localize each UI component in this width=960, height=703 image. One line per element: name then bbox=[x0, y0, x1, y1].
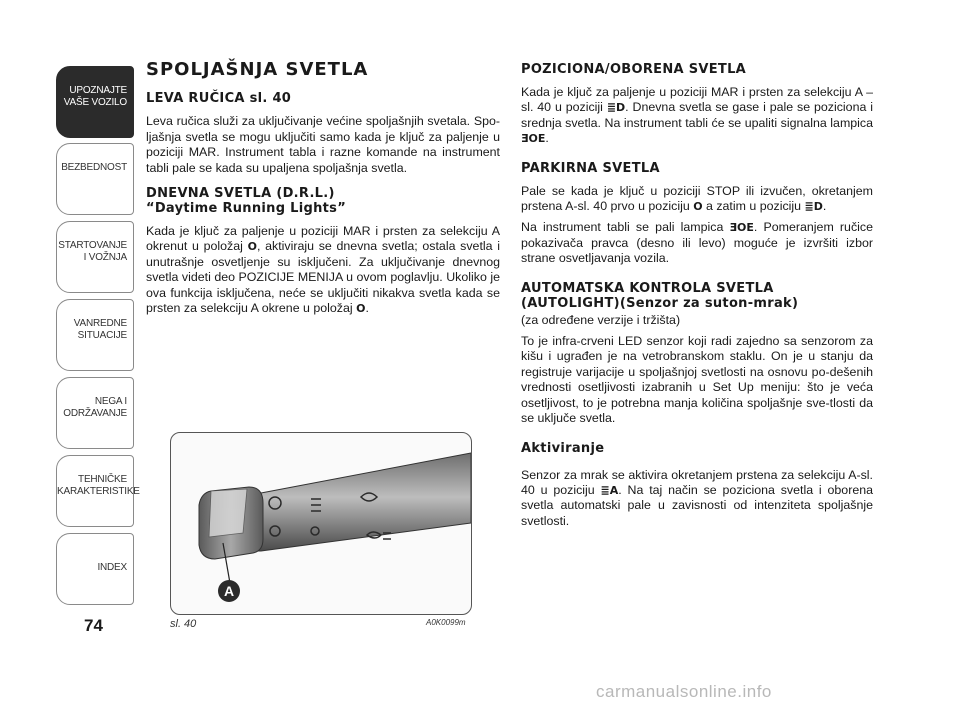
lever-paragraph: Leva ručica služi za uključivanje većine spoljašnjih svetala. Spo-ljašnja svetla se mogu uključiti samo kada je ključ za paljenje u poziciji MAR. Instrument tabla i razne komande na instrument tabli pale se kada su upaljena spoljašnja svetla. bbox=[146, 114, 500, 175]
auto-light-icon: ≣A bbox=[600, 483, 619, 497]
drl-text-1: Kada je ključ za paljenje u poziciji MAR i prsten za selekciju A okrenut u položaj bbox=[146, 224, 500, 254]
drl-text-3: . bbox=[365, 301, 369, 316]
pos-text-2: . Dnevna svetla se gase i pale se poziciona i srednja svetla. Na instrument tabli će se upaliti signalna lampica bbox=[521, 100, 874, 130]
autolight-heading bbox=[521, 281, 873, 311]
tab-tehnicke-karakteristike[interactable]: TEHNIČKE KARAKTERISTIKE bbox=[56, 455, 134, 527]
parking-lights-paragraph-1 bbox=[521, 184, 873, 215]
section-title: SPOLJAŠNJA SVETLA bbox=[146, 59, 369, 80]
position-lights-heading: POZICIONA/OBORENA SVETLA bbox=[521, 62, 747, 77]
act-text-1: Senzor za mrak se aktivira okretanjem prstena za selekciju A-sl. 40 u poziciju bbox=[521, 467, 873, 497]
pos-text-1: Kada je ključ za paljenje u poziciji MAR i prsten za selekciju A – sl. 40 u poziciji bbox=[521, 85, 873, 115]
tab-upoznajte-vase-vozilo[interactable]: UPOZNAJTE VAŠE VOZILO bbox=[56, 66, 134, 138]
drl-paragraph bbox=[146, 224, 500, 316]
park-text-4: Na instrument tabli se pali lampica bbox=[521, 220, 724, 235]
autolight-note: (za određene verzije i tržišta) bbox=[521, 312, 681, 327]
act-text-2: . Na taj način se poziciona svetla i oborena svetla automatski pale u zavisnosti od intenziteta spoljašnje svetlosti. bbox=[521, 482, 873, 528]
lever-heading: LEVA RUČICA sl. 40 bbox=[146, 91, 292, 107]
pos-text-3: . bbox=[545, 131, 549, 146]
tab-vanredne-situacije[interactable]: VANREDNE SITUACIJE bbox=[56, 299, 134, 371]
park-text-2: a zatim u poziciju bbox=[706, 199, 802, 214]
park-text-3: . bbox=[822, 199, 827, 214]
figure-caption: sl. 40 bbox=[170, 618, 197, 630]
right-column bbox=[521, 62, 873, 539]
park-text-1: Pale se kada je ključ u poziciji STOP ili izvučen, okretanjem prstena A-sl. 40 prvo u poziciju bbox=[521, 183, 873, 214]
drl-heading-line-1: DNEVNA SVETLA (D.R.L.) bbox=[146, 186, 335, 202]
parking-lights-heading: PARKIRNA SVETLA bbox=[521, 160, 660, 176]
ring-off-position-icon: O bbox=[356, 302, 366, 316]
parking-lights-paragraph-2 bbox=[521, 220, 873, 266]
autolight-paragraph: To je infra-crveni LED senzor koji radi zajedno sa senzorom za kišu i ugrađen je na vetrobranskom staklu. On je u stanju da registruje varijacije u spoljašnjoj svetlosti na osnovu po-dešenih vrednosti osetljivosti izabranih u Set Up meniju: što je veća osetljivost, to je potrebna manja količina spoljašnje sve-tlosti da se uključe svetla. bbox=[521, 334, 873, 426]
left-column bbox=[146, 59, 500, 326]
position-lamp-icon: ƎOE bbox=[729, 221, 754, 235]
tab-index[interactable]: INDEX bbox=[56, 533, 134, 605]
figure-left-lever bbox=[170, 432, 472, 615]
ring-off-position-icon: O bbox=[247, 240, 257, 254]
lever-illustration bbox=[171, 433, 472, 615]
figure-code: A0K0099m bbox=[426, 618, 466, 627]
autolight-heading-line-1: AUTOMATSKA KONTROLA SVETLA bbox=[521, 280, 774, 296]
tab-nega-i-odrzavanje[interactable]: NEGA I ODRŽAVANJE bbox=[56, 377, 134, 449]
drl-heading bbox=[146, 186, 500, 216]
position-lights-paragraph bbox=[521, 85, 873, 147]
autolight-heading-line-2: (AUTOLIGHT)(Senzor za suton-mrak) bbox=[521, 295, 799, 311]
low-beam-icon: ≣D bbox=[804, 200, 823, 214]
tab-bezbednost[interactable]: BEZBEDNOST bbox=[56, 143, 134, 215]
activation-heading: Aktiviranje bbox=[521, 440, 605, 456]
watermark: carmanualsonline.info bbox=[596, 682, 772, 701]
tab-startovanje-i-voznja[interactable]: STARTOVANJE I VOŽNJA bbox=[56, 221, 134, 293]
ring-off-position-icon: O bbox=[693, 200, 703, 214]
position-lamp-icon: ƎOE bbox=[521, 132, 546, 146]
page-number: 74 bbox=[84, 616, 103, 635]
park-text-5: . Pomeranjem ručice pokazivača pravca (desno ili levo) moguće je izvršiti izbor strane osvetljavanja vozila. bbox=[521, 220, 873, 266]
drl-text-2: , aktiviraju se dnevna svetla; ostala svetla i unutrašnje osvetljenje su isključeni. Za uključivanje dnevnog svetla videti deo POZICIJE MENIJA u ovom poglavlju. Ukoliko je ova funkcija isključena, neće se uključiti nikakva svetla kada se prsten za selekciju A okrene u položaj bbox=[146, 239, 500, 316]
drl-heading-line-2: “Daytime Running Lights” bbox=[146, 201, 347, 217]
activation-paragraph bbox=[521, 468, 873, 530]
low-beam-icon: ≣D bbox=[606, 101, 626, 115]
callout-a-label: A bbox=[223, 583, 235, 599]
